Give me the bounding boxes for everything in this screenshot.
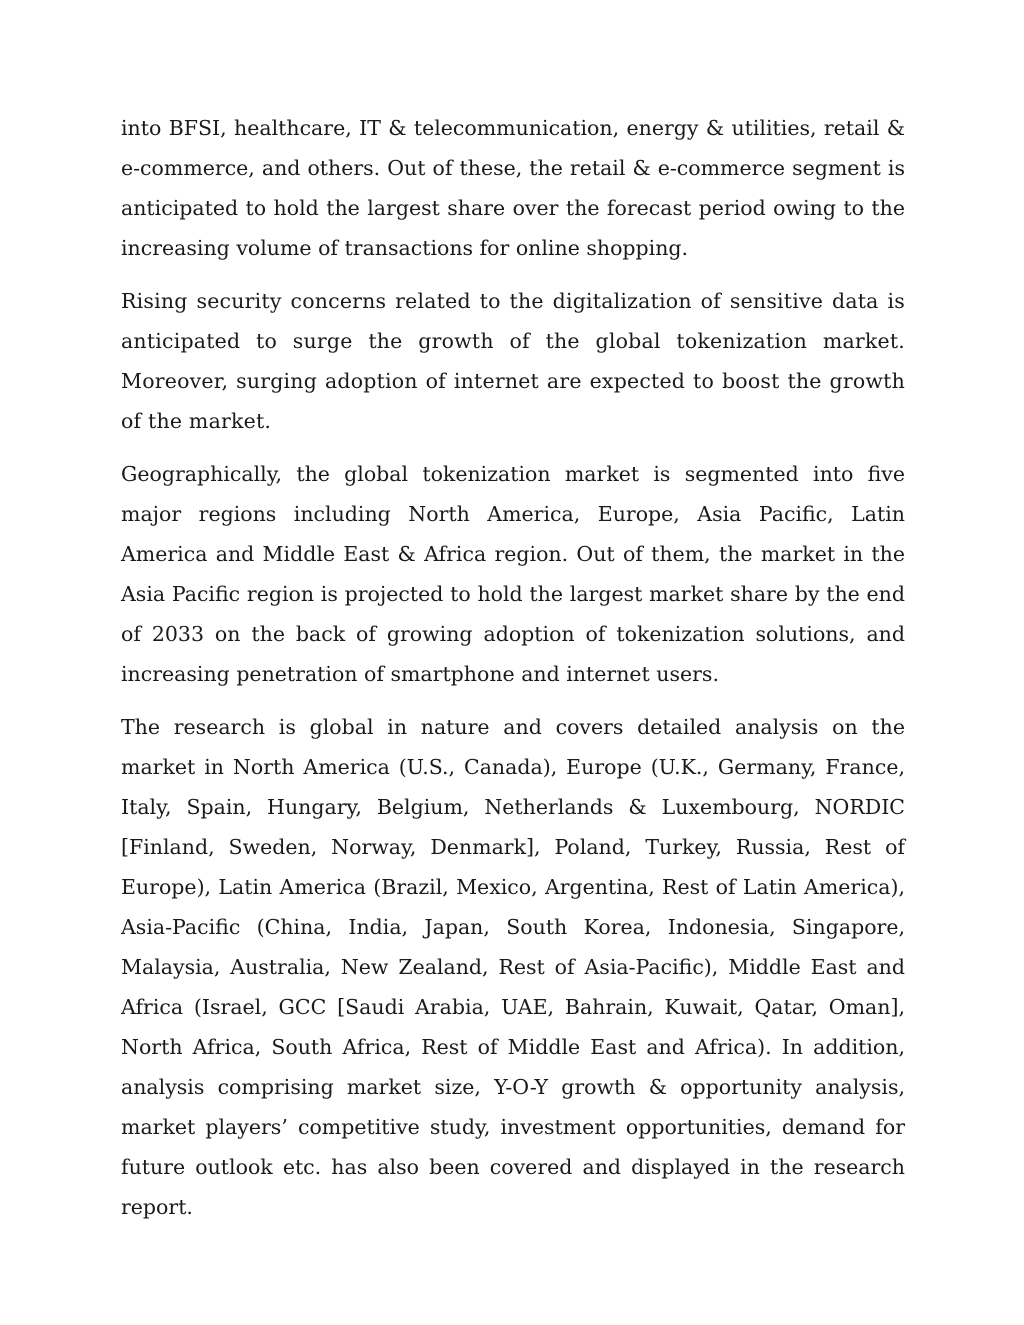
- paragraph-research-scope: The research is global in nature and covers detailed analysis on the market in North America (U.S., Canada), Europe (U.K., Germany, France, Italy, Spain, Hungary, Belgium, Netherlands & Luxembourg, NORDIC [Finland, Sweden, Norway, Denmark], Poland, Turkey, Russia, Rest of Europe), Latin America (Brazil, Mexico, Argentina, Rest of Latin America), Asia-Pacific (China, India, Japan, South Korea, Indonesia, Singapore, Malaysia, Australia, New Zealand, Rest of Asia-Pacific), Middle East and Africa (Israel, GCC [Saudi Arabia, UAE, Bahrain, Kuwait, Qatar, Oman], North Africa, South Africa, Rest of Middle East and Africa). In addition, analysis comprising market size, Y-O-Y growth & opportunity analysis, market players’ competitive study, investment opportunities, demand for future outlook etc. has also been covered and displayed in the research report.: [121, 715, 905, 1219]
- paragraph-security-concerns: Rising security concerns related to the digitalization of sensitive data is anticipated to surge the growth of the global tokenization market. Moreover, surging adoption of internet are expected to boost the growth of the market.: [121, 289, 905, 433]
- paragraph-geography: Geographically, the global tokenization market is segmented into five major regions including North America, Europe, Asia Pacific, Latin America and Middle East & Africa region. Out of them, the market in the Asia Pacific region is projected to hold the largest market share by the end of 2033 on the back of growing adoption of tokenization solutions, and increasing penetration of smartphone and internet users.: [121, 462, 905, 686]
- document-page: [121, 108, 905, 1240]
- paragraph-industry-segments: into BFSI, healthcare, IT & telecommunication, energy & utilities, retail & e-commerce, and others. Out of these, the retail & e-commerce segment is anticipated to hold the largest share over the forecast period owing to the increasing volume of transactions for online shopping.: [121, 116, 905, 260]
